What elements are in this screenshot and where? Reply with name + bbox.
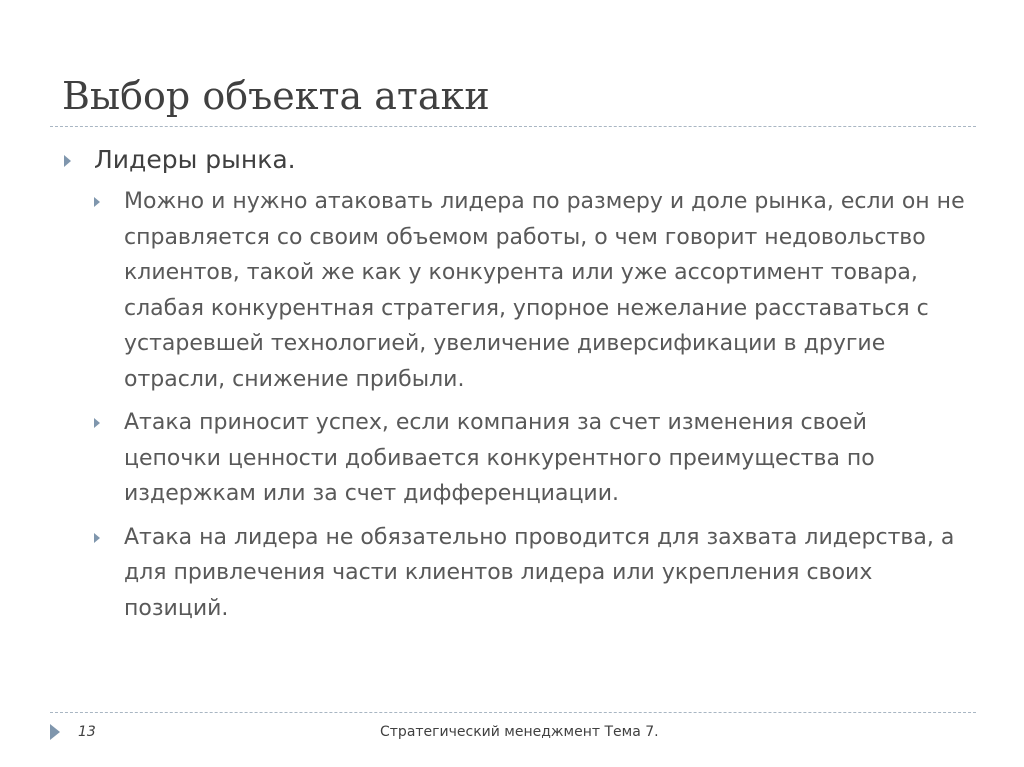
- slide-content: [62, 142, 972, 626]
- subbullet-attack-leader: [94, 184, 970, 397]
- subbullet-attack-purpose: [94, 520, 970, 627]
- subbullet-text: Можно и нужно атаковать лидера по размеру и доле рынка, если он не справляется со своим объемом работы, о чем говорит недовольство клиентов, такой же как у конкурента или уже ассортимент товара, слабая конкурентная стратегия, упорное нежелание расставаться с устаревшей технологией, увеличение диверсификации в другие отрасли, снижение прибыли.: [124, 189, 965, 392]
- subbullet-attack-success: [94, 405, 970, 512]
- title-divider: [50, 126, 976, 127]
- slide-title: Выбор объекта атаки: [62, 74, 490, 118]
- footer-text: Стратегический менеджмент Тема 7.: [380, 724, 659, 740]
- subbullet-arrow-icon: [94, 197, 100, 207]
- page-number: 13: [78, 724, 96, 740]
- subbullet-text: Атака на лидера не обязательно проводится для захвата лидерства, а для привлечения части клиентов лидера или укрепления своих позиций.: [124, 524, 955, 621]
- bullet-arrow-icon: [64, 155, 71, 167]
- subbullet-arrow-icon: [94, 533, 100, 543]
- bullet-market-leaders: [62, 142, 972, 178]
- bullet-text: Лидеры рынка.: [94, 145, 296, 174]
- footer-triangle-icon: [50, 724, 60, 740]
- footer-divider: [50, 712, 976, 713]
- subbullet-arrow-icon: [94, 418, 100, 428]
- subbullet-text: Атака приносит успех, если компания за счет изменения своей цепочки ценности добивается конкурентного преимущества по издержкам или за счет дифференциации.: [124, 410, 875, 506]
